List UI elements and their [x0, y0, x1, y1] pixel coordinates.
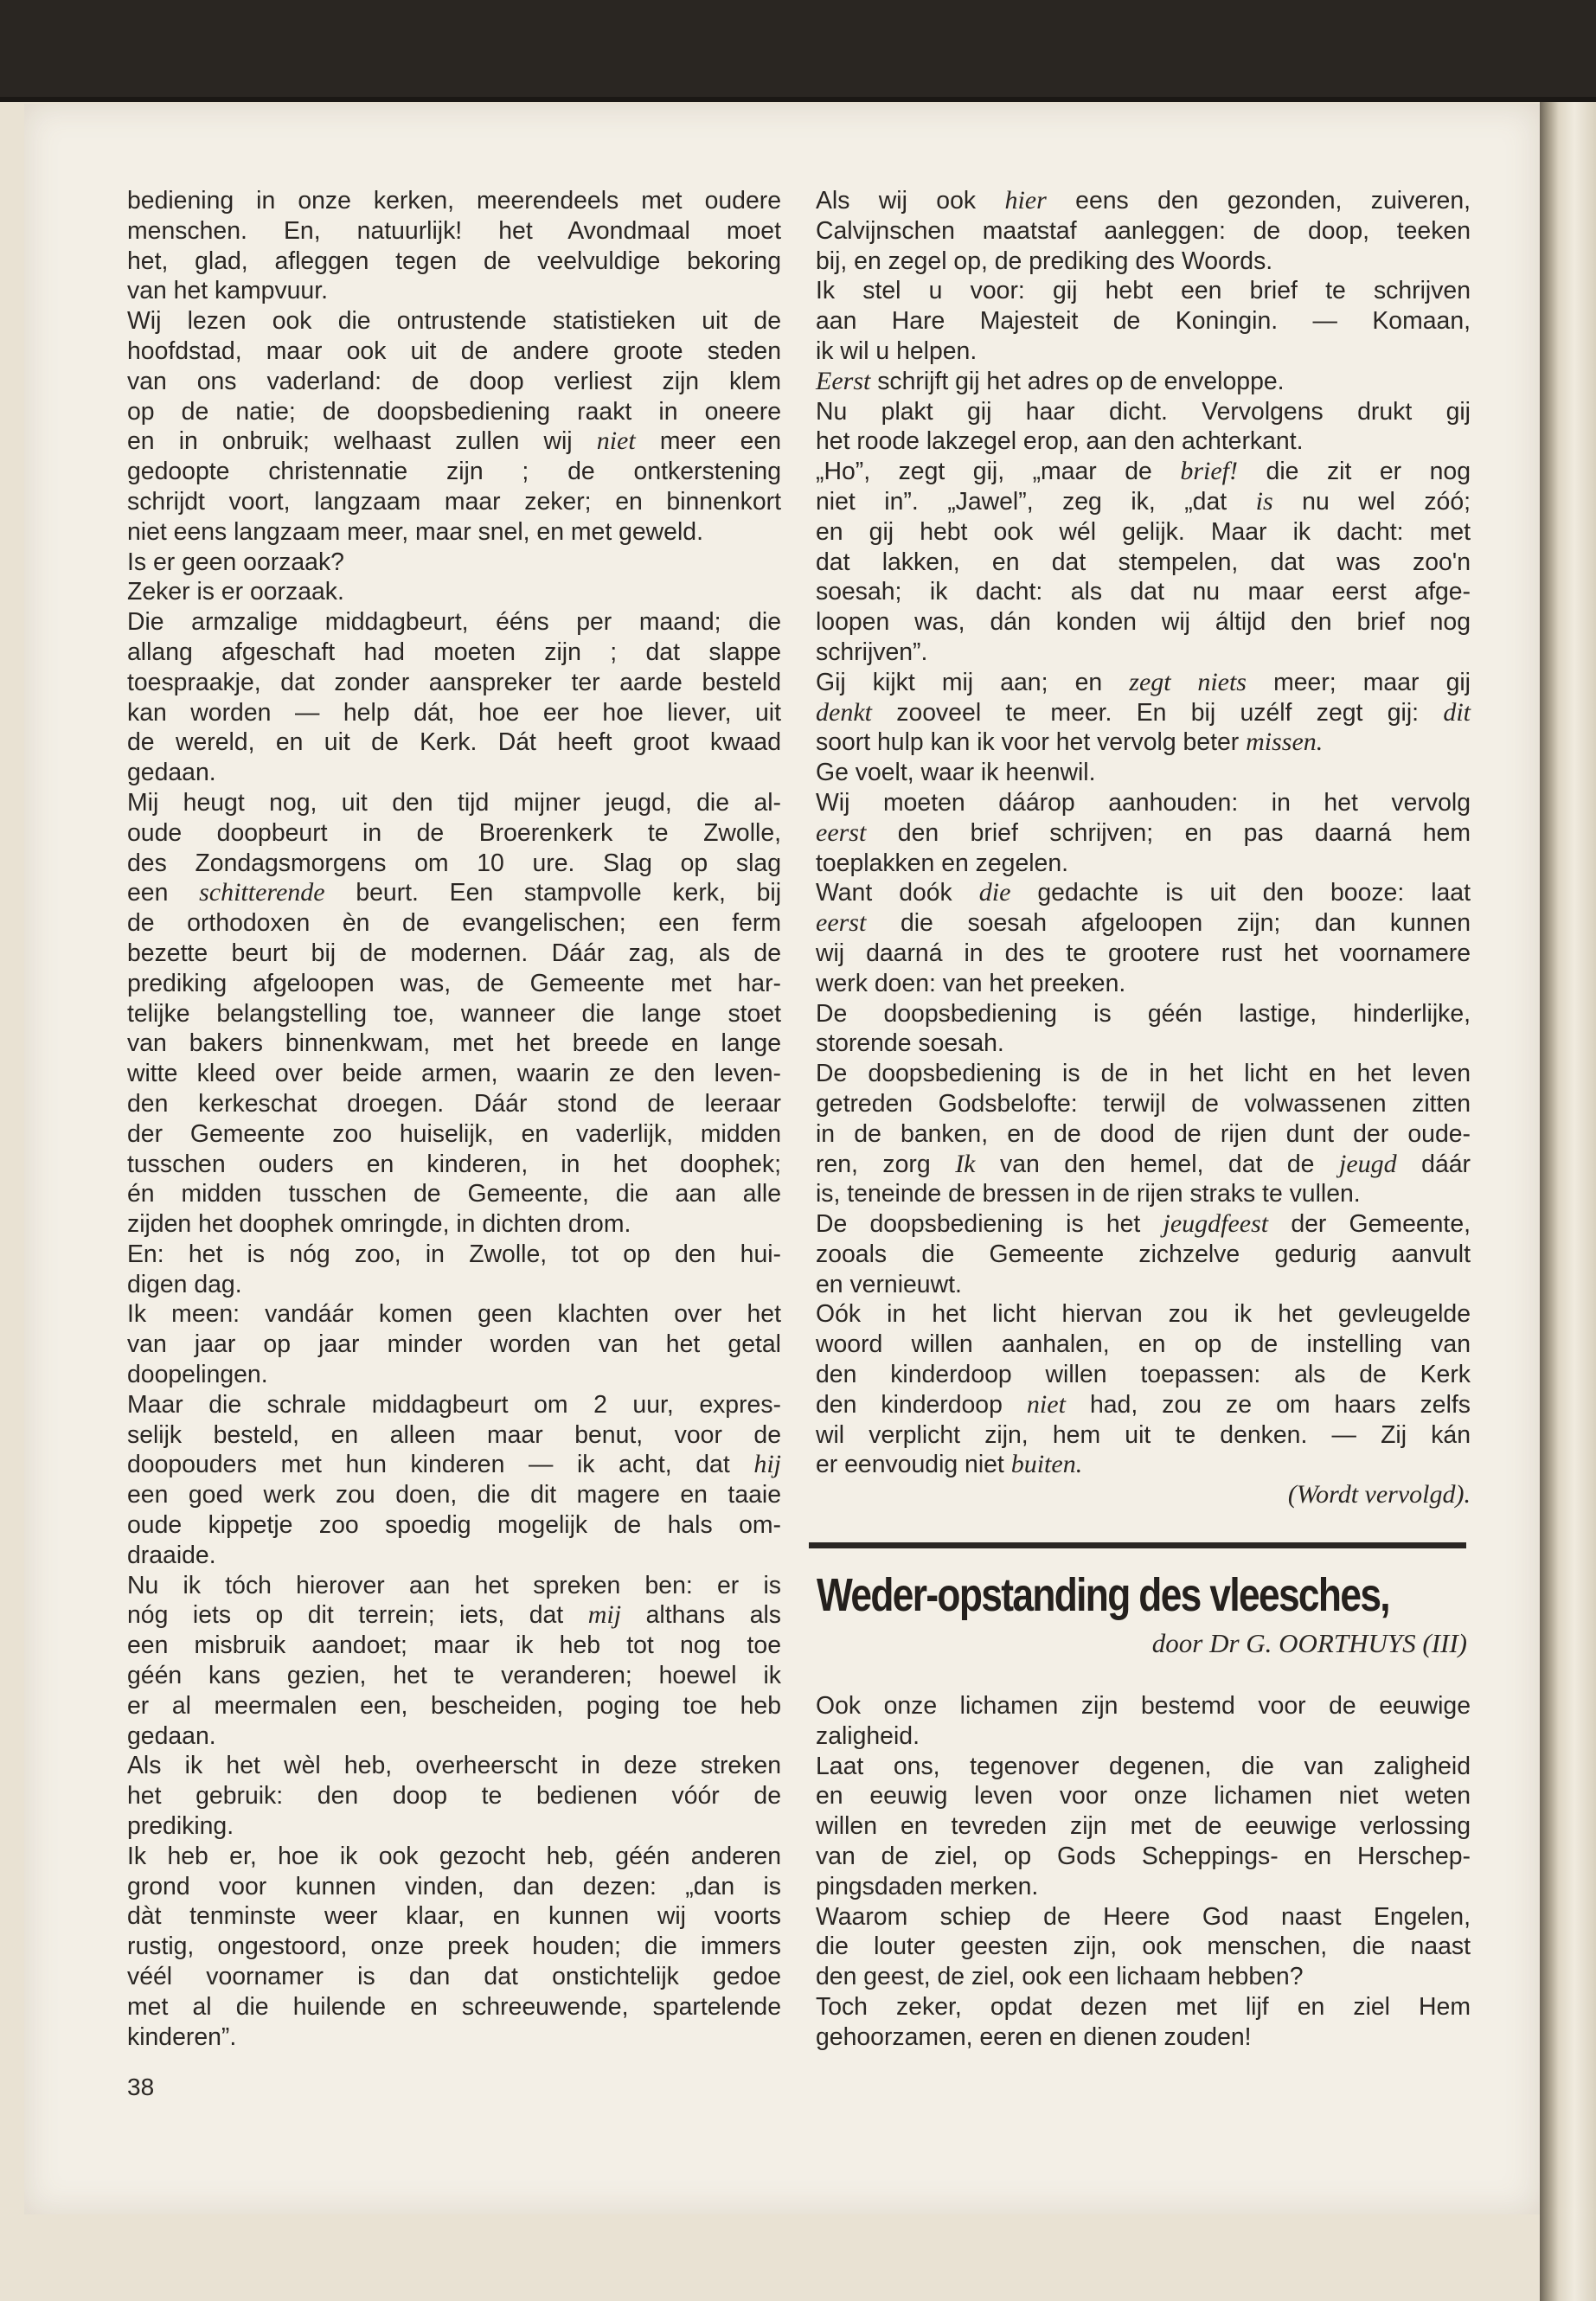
text-line [127, 1872, 781, 1902]
text-line [127, 1029, 781, 1059]
text-line [816, 1240, 1471, 1270]
text-line [127, 1600, 781, 1631]
text-line [127, 758, 781, 788]
text-line [127, 517, 781, 548]
text-segment: kan worden — help dát, hoe eer hoe liever, uit [127, 698, 781, 727]
text-line [816, 247, 1471, 277]
text-segment: der Gemeente, [1268, 1210, 1471, 1239]
text-line [127, 548, 781, 578]
text-segment: der Gemeente zoo huiselijk, en vaderlijk, midden [127, 1119, 781, 1148]
text-segment: den kerkeschat droegen. Dáár stond de leeraar [127, 1089, 781, 1118]
italic-text: brief! [1180, 457, 1239, 486]
text-segment: Mij heugt nog, uit den tijd mijner jeugd, die al- [127, 788, 781, 817]
text-line [127, 969, 781, 999]
text-segment: soort hulp kan ik voor het vervolg beter [816, 728, 1247, 757]
text-segment: Als wij ook [816, 187, 1005, 215]
italic-text: zegt niets [1129, 667, 1247, 696]
text-segment: dàt tenminste weer klaar, en kunnen wij voorts [127, 1902, 781, 1931]
italic-text: eerst [816, 908, 867, 938]
text-segment: tusschen ouders en kinderen, in het doophek; [127, 1150, 781, 1178]
text-line [127, 1360, 781, 1390]
text-segment: loopen was, dán konden wij áltijd den brief nog [816, 608, 1471, 637]
text-segment: allang afgeschaft had moeten zijn ; dat slappe [127, 638, 781, 666]
text-segment: menschen. En, natuurlijk! het Avondmaal moet [127, 216, 781, 245]
text-line [127, 216, 781, 247]
italic-text: Eerst [816, 366, 871, 395]
text-segment: den geest, de ziel, ook een lichaam hebben? [816, 1963, 1304, 1991]
text-segment: de orthodoxen èn de evangelischen; een ferm [127, 909, 781, 938]
text-line [127, 306, 781, 336]
text-segment: althans als [621, 1601, 781, 1630]
left-column [127, 186, 781, 2052]
italic-text: dit [1443, 697, 1471, 727]
text-segment: en vernieuwt. [816, 1270, 962, 1298]
text-line [816, 1872, 1471, 1902]
text-segment: die soesah afgeloopen zijn; dan kunnen [866, 909, 1471, 938]
text-segment: Maar die schrale middagbeurt om 2 uur, expres- [127, 1390, 781, 1419]
text-segment: den kinderdoop willen toepassen: als de Kerk [816, 1361, 1471, 1389]
text-line [816, 607, 1471, 638]
text-line [816, 1752, 1471, 1782]
text-line [127, 577, 781, 607]
text-line [127, 1631, 781, 1661]
text-segment: pingsdaden merken. [816, 1872, 1039, 1900]
text-segment: en in onbruik; welhaast zullen wij [127, 427, 597, 456]
italic-text: missen. [1246, 727, 1324, 757]
text-line [127, 1842, 781, 1872]
text-segment: en gij hebt ook wél gelijk. Maar ik dacht: met [816, 517, 1471, 546]
text-line [127, 1541, 781, 1571]
text-line [816, 727, 1471, 758]
text-segment: dat lakken, en dat stempelen, dat was zoo'n [816, 548, 1471, 576]
text-line [127, 607, 781, 638]
text-segment: Ik meen: vandáár komen geen klachten over het [127, 1300, 781, 1329]
text-segment: én midden tusschen de Gemeente, die aan alle [127, 1180, 781, 1208]
text-line [127, 788, 781, 818]
text-segment: het roode lakzegel erop, aan den achterkant. [816, 427, 1304, 456]
text-line [816, 216, 1471, 247]
text-segment: Ge voelt, waar ik heenwil. [816, 759, 1096, 787]
text-line [816, 577, 1471, 607]
text-line [127, 1932, 781, 1962]
text-line [816, 1299, 1471, 1330]
text-line [127, 397, 781, 427]
text-segment: den brief schrijven; en pas daarná hem [866, 818, 1471, 847]
text-segment: Ik heb er, hoe ik ook gezocht heb, géén anderen [127, 1842, 781, 1870]
text-segment: bediening in onze kerken, meerendeels met oudere [127, 187, 781, 215]
text-segment: Calvijnschen maatstaf aanleggen: de doop, teeken [816, 216, 1471, 245]
text-line [816, 698, 1471, 728]
text-line [127, 1751, 781, 1781]
right-column [816, 186, 1471, 1510]
text-segment: gedachte is uit den booze: laat [1010, 879, 1471, 907]
text-line [816, 1721, 1471, 1752]
text-segment: grond voor kunnen vinden, dan dezen: „dan is [127, 1872, 781, 1900]
italic-text: is [1255, 486, 1273, 516]
italic-text: eerst [816, 817, 867, 847]
text-segment: hoofdstad, maar ook uit de andere groote steden [127, 336, 781, 365]
text-line [127, 638, 781, 668]
text-line [816, 668, 1471, 698]
text-segment: ren, zorg [816, 1150, 956, 1178]
text-segment: Ook onze lichamen zijn bestemd voor de eeuwige [816, 1692, 1471, 1720]
text-line [816, 457, 1471, 487]
text-segment: bezette beurt bij de modernen. Dáár zag, als de [127, 939, 781, 967]
text-segment: dáár [1396, 1150, 1471, 1178]
text-line [816, 1781, 1471, 1811]
text-segment: Want doók [816, 879, 979, 907]
text-line [127, 698, 781, 728]
text-segment: gedoopte christennatie zijn ; de ontkerstening [127, 458, 781, 486]
text-line [127, 426, 781, 457]
text-segment: soesah; ik dacht: als dat nu maar eerst afge- [816, 578, 1471, 606]
text-line [816, 1992, 1471, 2022]
text-segment: willen en tevreden zijn met de eeuwige verlossing [816, 1812, 1471, 1841]
text-segment: Toch zeker, opdat dezen met lijf en ziel Hem [816, 1992, 1471, 2021]
text-line [816, 1119, 1471, 1150]
text-segment: doopelingen. [127, 1361, 268, 1389]
text-line [127, 908, 781, 939]
text-segment: in de banken, en de dood de rijen dunt der oude- [816, 1119, 1471, 1148]
text-line [816, 818, 1471, 849]
text-segment: Wij lezen ook die ontrustende statistieken uit de [127, 307, 781, 336]
text-line [127, 1571, 781, 1601]
text-segment: Laat ons, tegenover degenen, die van zaligheid [816, 1752, 1471, 1780]
text-line [127, 1901, 781, 1932]
text-segment: den kinderdoop [816, 1390, 1027, 1419]
text-line [816, 2022, 1471, 2053]
italic-text: schitterende [199, 878, 325, 907]
italic-text: buiten. [1010, 1450, 1083, 1479]
text-line [127, 457, 781, 487]
italic-text: hier [1004, 186, 1047, 215]
text-line [816, 548, 1471, 578]
text-segment: meer een [635, 427, 781, 456]
text-line [816, 397, 1471, 427]
text-line [816, 1390, 1471, 1420]
article-byline: door Dr G. OORTHUYS (III) [1151, 1628, 1467, 1658]
text-segment: een goed werk zou doen, die dit magere en taaie [127, 1481, 781, 1509]
text-segment: Nu ik tóch hierover aan het spreken ben: er is [127, 1571, 781, 1599]
text-segment: het, glad, afleggen tegen de veelvuldige bekoring [127, 247, 781, 275]
text-line [127, 1270, 781, 1300]
text-line [127, 247, 781, 277]
text-line [127, 1209, 781, 1240]
text-segment: nóg iets op dit terrein; iets, dat [127, 1601, 588, 1630]
text-segment: Als ik het wèl heb, overheerscht in deze streken [127, 1752, 781, 1780]
text-line [816, 276, 1471, 306]
text-line [816, 1059, 1471, 1089]
italic-text: hij [753, 1450, 781, 1479]
italic-text: jeugd [1339, 1149, 1397, 1178]
text-line [816, 1962, 1471, 1992]
text-segment: Nu plakt gij haar dicht. Vervolgens drukt gij [816, 397, 1471, 426]
text-segment: eens den gezonden, zuiveren, [1046, 187, 1471, 215]
text-segment: Oók in het licht hiervan zou ik het gevleugelde [816, 1300, 1471, 1329]
text-segment: de wereld, en uit de Kerk. Dát heeft groot kwaad [127, 728, 781, 757]
text-segment: storende soesah. [816, 1029, 1004, 1058]
text-line [127, 668, 781, 698]
text-segment: ik wil u helpen. [816, 336, 977, 365]
text-segment: een misbruik aandoet; maar ik heb tot nog toe [127, 1631, 781, 1660]
text-segment: op de natie; de doopsbediening raakt in oneere [127, 397, 781, 426]
article-body [816, 1691, 1471, 2053]
text-line [127, 1661, 781, 1691]
text-line [127, 1299, 781, 1330]
text-segment: bij, en zegel op, de prediking des Woords. [816, 247, 1273, 275]
text-line [816, 1842, 1471, 1872]
text-segment: en eeuwig leven voor onze lichamen niet weten [816, 1782, 1471, 1811]
article-title: Weder-opstanding des vleesches, [817, 1569, 1389, 1621]
text-line [127, 727, 781, 758]
text-line [816, 426, 1471, 457]
text-segment: Ik stel u voor: gij hebt een brief te schrijven [816, 277, 1471, 305]
text-line [816, 1270, 1471, 1300]
text-segment: wij daarná in des te grootere rust het voornamere [816, 939, 1471, 967]
text-line [816, 1360, 1471, 1390]
text-line [127, 1330, 781, 1360]
text-segment: zijden het doophek omringde, in dichten drom. [127, 1210, 631, 1239]
text-line [816, 878, 1471, 908]
text-line [816, 487, 1471, 517]
text-line [127, 276, 781, 306]
italic-text: Ik [955, 1149, 976, 1178]
text-segment: schrijdt voort, langzaam maar zeker; en binnenkort [127, 487, 781, 516]
text-line [127, 186, 781, 216]
text-segment: Is er geen oorzaak? [127, 548, 344, 576]
text-line [127, 1510, 781, 1541]
text-line [127, 1721, 781, 1752]
text-segment: niet in”. „Jawel”, zeg ik, „dat [816, 487, 1256, 516]
text-segment: En: het is nóg zoo, in Zwolle, tot op den hui- [127, 1240, 781, 1268]
italic-text: jeugdfeest [1163, 1209, 1269, 1239]
text-segment: er eenvoudig niet [816, 1451, 1011, 1479]
text-segment: De doopsbediening is géén lastige, hinderlijke, [816, 999, 1471, 1028]
text-segment: Zeker is er oorzaak. [127, 578, 344, 606]
text-segment: schrijft gij het adres op de enveloppe. [870, 367, 1285, 395]
text-line [127, 336, 781, 367]
text-line [127, 487, 781, 517]
italic-text: mij [587, 1600, 622, 1630]
text-line [816, 1691, 1471, 1721]
text-segment: van den hemel, dat de [975, 1150, 1339, 1178]
text-segment: selijk besteld, en alleen maar benut, voor de [127, 1420, 781, 1449]
text-segment: digen dag. [127, 1270, 242, 1298]
text-segment: toeplakken en zegelen. [816, 849, 1069, 877]
text-segment: nu wel zóó; [1272, 487, 1471, 516]
text-line [816, 1932, 1471, 1962]
text-line [127, 1450, 781, 1480]
page-number: 38 [127, 2073, 155, 2100]
text-line [127, 1992, 781, 2022]
text-line [816, 969, 1471, 999]
text-segment: toespraakje, dat zonder aanspreker ter aarde besteld [127, 668, 781, 696]
text-segment: Die armzalige middagbeurt, ééns per maand; die [127, 608, 781, 637]
text-segment: die zit er nog [1238, 458, 1471, 486]
text-segment: van de ziel, op Gods Scheppings- en Herschep- [816, 1842, 1471, 1870]
text-line [816, 1029, 1471, 1059]
text-line [816, 999, 1471, 1029]
text-segment: rustig, ongestoord, onze preek houden; die immers [127, 1932, 781, 1961]
text-segment: woord willen aanhalen, en op de instelling van [816, 1330, 1471, 1359]
text-line [816, 849, 1471, 879]
text-line [127, 1390, 781, 1420]
text-segment: véél voornamer is dan dat onstichtelijk gedoe [127, 1963, 781, 1991]
text-line [816, 336, 1471, 367]
text-line [816, 1089, 1471, 1119]
continued-note: (Wordt vervolgd). [1287, 1480, 1471, 1509]
text-line [816, 186, 1471, 216]
text-line [127, 1179, 781, 1209]
text-line [816, 1150, 1471, 1180]
text-line [127, 2022, 781, 2053]
text-segment: kinderen”. [127, 2022, 237, 2051]
text-segment: schrijven”. [816, 638, 928, 666]
text-segment: niet eens langzaam meer, maar snel, en met geweld. [127, 517, 703, 546]
text-segment: beurt. Een stampvolle kerk, bij [324, 879, 781, 907]
text-segment: van bakers binnenkwam, met het breede en lange [127, 1029, 781, 1058]
text-segment: prediking afgeloopen was, de Gemeente met har- [127, 969, 781, 997]
text-segment: telijke belangstelling toe, wanneer die lange stoet [127, 999, 781, 1028]
text-segment: gehoorzamen, eeren en dienen zouden! [816, 2022, 1252, 2051]
text-segment: van jaar op jaar minder worden van het getal [127, 1330, 781, 1359]
page-binding-edge [1540, 102, 1596, 2301]
text-line [127, 367, 781, 397]
text-line [816, 1209, 1471, 1240]
text-line [127, 939, 781, 969]
text-segment: gedaan. [127, 759, 216, 787]
text-segment: draaide. [127, 1541, 216, 1569]
text-line [816, 939, 1471, 969]
text-segment: meer; maar gij [1246, 668, 1471, 696]
text-segment: doopouders met hun kinderen — ik acht, dat [127, 1451, 754, 1479]
text-segment: wil verplicht zijn, hem uit te denken. — Zij kán [816, 1420, 1471, 1449]
text-line [127, 1480, 781, 1510]
italic-text: die [978, 878, 1011, 907]
text-line [127, 1240, 781, 1270]
italic-text: niet [1026, 1389, 1066, 1419]
text-segment: van het kampvuur. [127, 277, 328, 305]
text-line [127, 1420, 781, 1451]
italic-text: denkt [816, 697, 872, 727]
text-segment: De doopsbediening is het [816, 1210, 1163, 1239]
text-line [127, 1150, 781, 1180]
text-segment: had, zou ze om haars zelfs [1065, 1390, 1471, 1419]
text-line [816, 1330, 1471, 1360]
text-line [127, 999, 781, 1029]
text-segment: géén kans gezien, het te veranderen; hoewel ik [127, 1662, 781, 1690]
text-line [816, 1450, 1471, 1480]
text-line [816, 1179, 1471, 1209]
text-line [816, 758, 1471, 788]
text-line [816, 1420, 1471, 1451]
text-line [816, 306, 1471, 336]
text-segment: Wij moeten dáárop aanhouden: in het vervolg [816, 788, 1471, 817]
text-line [127, 849, 781, 879]
text-line [127, 878, 781, 908]
italic-text: niet [596, 426, 636, 456]
text-segment: is, teneinde de bressen in de rijen straks te vullen. [816, 1180, 1361, 1208]
text-line [127, 1089, 781, 1119]
text-line [127, 818, 781, 849]
text-line [816, 367, 1471, 397]
text-segment: prediking. [127, 1812, 234, 1841]
text-segment: getreden Godsbelofte: terwijl de volwassenen zitten [816, 1089, 1471, 1118]
text-segment: die louter geesten zijn, ook menschen, die naast [816, 1932, 1471, 1961]
text-line [127, 1059, 781, 1089]
text-line [127, 1811, 781, 1842]
text-segment: het gebruik: den doop te bedienen vóór de [127, 1782, 781, 1811]
text-segment: zooveel te meer. En bij uzélf zegt gij: [871, 698, 1444, 727]
text-line [127, 1781, 781, 1811]
text-segment: er al meermalen een, bescheiden, poging toe heb [127, 1691, 781, 1720]
text-segment: „Ho”, zegt gij, „maar de [816, 458, 1181, 486]
text-line [816, 517, 1471, 548]
text-line [127, 1691, 781, 1721]
text-segment: De doopsbediening is de in het licht en het leven [816, 1060, 1471, 1088]
text-line [816, 638, 1471, 668]
text-segment: oude doopbeurt in de Broerenkerk te Zwolle, [127, 818, 781, 847]
right-column-text [816, 186, 1471, 1480]
text-segment: oude kippetje zoo spoedig mogelijk de hals om- [127, 1511, 781, 1540]
text-segment: zaligheid. [816, 1721, 920, 1750]
text-line [816, 788, 1471, 818]
text-segment: met al die huilende en schreeuwende, spartelende [127, 1992, 781, 2021]
text-segment: Gij kijkt mij aan; en [816, 668, 1130, 696]
text-line [816, 1811, 1471, 1842]
text-segment: werk doen: van het preeken. [816, 969, 1126, 997]
text-segment: een [127, 879, 200, 907]
article-divider [809, 1542, 1466, 1548]
text-segment: aan Hare Majesteit de Koningin. — Komaan, [816, 307, 1471, 336]
text-segment: Waarom schiep de Heere God naast Engelen, [816, 1902, 1471, 1931]
text-line [816, 908, 1471, 939]
text-line [816, 1902, 1471, 1932]
text-segment: gedaan. [127, 1721, 216, 1750]
text-line [127, 1119, 781, 1150]
text-line [127, 1962, 781, 1992]
text-segment: witte kleed over beide armen, waarin ze den leven- [127, 1060, 781, 1088]
text-segment: des Zondagsmorgens om 10 ure. Slag op slag [127, 849, 781, 877]
text-segment: van ons vaderland: de doop verliest zijn klem [127, 367, 781, 395]
text-segment: zooals die Gemeente zichzelve gedurig aanvult [816, 1240, 1471, 1268]
